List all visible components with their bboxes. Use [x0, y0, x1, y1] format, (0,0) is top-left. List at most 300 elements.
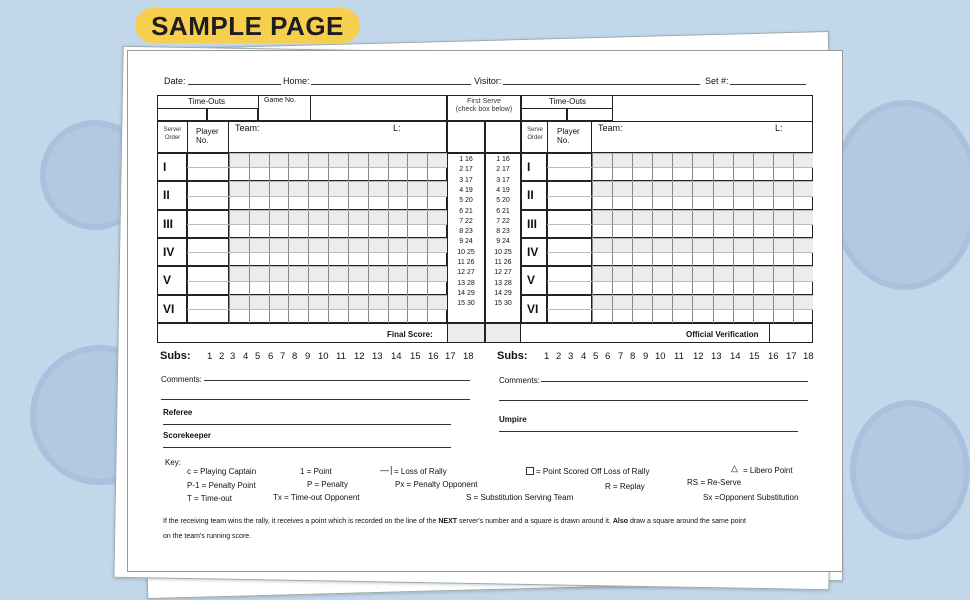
- score-cell[interactable]: [713, 210, 733, 224]
- timeout-box[interactable]: [207, 108, 258, 121]
- score-cell[interactable]: [388, 167, 408, 181]
- sub-number[interactable]: 4: [581, 351, 587, 362]
- score-cell[interactable]: [348, 210, 368, 224]
- sub-number[interactable]: 15: [410, 351, 421, 362]
- score-cell[interactable]: [308, 281, 328, 296]
- sub-number[interactable]: 14: [391, 351, 402, 362]
- score-cell[interactable]: [592, 224, 612, 238]
- running-score-number[interactable]: 13 28: [457, 279, 475, 287]
- score-cell[interactable]: [229, 181, 249, 196]
- score-cell[interactable]: [632, 238, 652, 252]
- score-cell[interactable]: [328, 281, 348, 296]
- sub-number[interactable]: 7: [618, 351, 624, 362]
- score-cell[interactable]: [773, 210, 793, 224]
- umpire-field[interactable]: [499, 431, 798, 432]
- score-cell[interactable]: [632, 266, 652, 281]
- score-cell[interactable]: [388, 266, 408, 281]
- score-cell[interactable]: [733, 295, 753, 309]
- scorekeeper-field[interactable]: [163, 447, 451, 448]
- score-cell[interactable]: [229, 167, 249, 181]
- running-score-number[interactable]: 11 26: [457, 259, 475, 266]
- sub-number[interactable]: 18: [803, 351, 814, 362]
- score-cell[interactable]: [612, 224, 632, 238]
- score-cell[interactable]: [249, 167, 269, 181]
- score-cell[interactable]: [793, 309, 813, 323]
- score-cell[interactable]: [229, 252, 249, 266]
- running-score-number[interactable]: 6 21: [459, 207, 473, 215]
- score-cell[interactable]: [269, 295, 289, 309]
- sub-number[interactable]: 12: [693, 351, 704, 362]
- score-cell[interactable]: [733, 224, 753, 238]
- score-cell[interactable]: [348, 309, 368, 323]
- score-cell[interactable]: [427, 224, 447, 238]
- score-cell[interactable]: [632, 167, 652, 181]
- score-cell[interactable]: [229, 153, 249, 167]
- score-cell[interactable]: [229, 295, 249, 309]
- score-cell[interactable]: [652, 153, 672, 167]
- score-cell[interactable]: [713, 295, 733, 309]
- score-cell[interactable]: [348, 224, 368, 238]
- running-score-number[interactable]: 1 16: [459, 156, 473, 163]
- score-cell[interactable]: [692, 153, 712, 167]
- score-cell[interactable]: [632, 252, 652, 266]
- score-cell[interactable]: [612, 196, 632, 211]
- score-cell[interactable]: [692, 238, 712, 252]
- score-cell[interactable]: [229, 196, 249, 211]
- score-cell[interactable]: [348, 196, 368, 211]
- score-cell[interactable]: [249, 309, 269, 323]
- timeout-box[interactable]: [521, 108, 567, 121]
- score-cell[interactable]: [672, 252, 692, 266]
- score-cell[interactable]: [348, 153, 368, 167]
- score-cell[interactable]: [753, 281, 773, 296]
- score-cell[interactable]: [388, 252, 408, 266]
- score-cell[interactable]: [672, 153, 692, 167]
- score-cell[interactable]: [692, 252, 712, 266]
- score-cell[interactable]: [308, 252, 328, 266]
- score-cell[interactable]: [269, 181, 289, 196]
- score-cell[interactable]: [269, 167, 289, 181]
- score-cell[interactable]: [388, 181, 408, 196]
- sub-number[interactable]: 8: [292, 351, 298, 362]
- left-comments-field-2[interactable]: [161, 399, 470, 400]
- score-cell[interactable]: [368, 196, 388, 211]
- score-cell[interactable]: [388, 238, 408, 252]
- score-cell[interactable]: [713, 224, 733, 238]
- score-cell[interactable]: [249, 238, 269, 252]
- sub-number[interactable]: 5: [593, 351, 599, 362]
- score-cell[interactable]: [773, 224, 793, 238]
- score-cell[interactable]: [288, 295, 308, 309]
- sub-number[interactable]: 6: [268, 351, 274, 362]
- score-cell[interactable]: [793, 181, 813, 196]
- score-cell[interactable]: [427, 266, 447, 281]
- score-cell[interactable]: [308, 210, 328, 224]
- score-cell[interactable]: [793, 266, 813, 281]
- score-cell[interactable]: [672, 196, 692, 211]
- score-cell[interactable]: [793, 252, 813, 266]
- score-cell[interactable]: [308, 224, 328, 238]
- score-cell[interactable]: [249, 153, 269, 167]
- score-cell[interactable]: [368, 181, 388, 196]
- running-score-number[interactable]: 1 16: [496, 156, 510, 163]
- score-cell[interactable]: [692, 196, 712, 211]
- score-cell[interactable]: [368, 210, 388, 224]
- score-cell[interactable]: [733, 167, 753, 181]
- score-cell[interactable]: [672, 266, 692, 281]
- score-cell[interactable]: [249, 252, 269, 266]
- score-cell[interactable]: [269, 210, 289, 224]
- score-cell[interactable]: [632, 224, 652, 238]
- score-cell[interactable]: [407, 238, 427, 252]
- score-cell[interactable]: [592, 252, 612, 266]
- score-cell[interactable]: [229, 309, 249, 323]
- score-cell[interactable]: [692, 266, 712, 281]
- score-cell[interactable]: [427, 181, 447, 196]
- score-cell[interactable]: [308, 266, 328, 281]
- sub-number[interactable]: 13: [711, 351, 722, 362]
- score-cell[interactable]: [692, 167, 712, 181]
- score-cell[interactable]: [652, 196, 672, 211]
- timeout-box[interactable]: [157, 108, 207, 121]
- score-cell[interactable]: [793, 210, 813, 224]
- running-score-number[interactable]: 12 27: [494, 269, 512, 277]
- score-cell[interactable]: [733, 181, 753, 196]
- score-cell[interactable]: [773, 295, 793, 309]
- score-cell[interactable]: [229, 266, 249, 281]
- sub-number[interactable]: 16: [428, 351, 439, 362]
- score-cell[interactable]: [368, 153, 388, 167]
- score-cell[interactable]: [773, 252, 793, 266]
- score-cell[interactable]: [713, 252, 733, 266]
- score-cell[interactable]: [632, 295, 652, 309]
- score-cell[interactable]: [692, 309, 712, 323]
- score-cell[interactable]: [592, 153, 612, 167]
- score-cell[interactable]: [348, 281, 368, 296]
- score-cell[interactable]: [733, 309, 753, 323]
- score-cell[interactable]: [288, 167, 308, 181]
- score-cell[interactable]: [652, 210, 672, 224]
- score-cell[interactable]: [652, 224, 672, 238]
- running-score-number[interactable]: 7 22: [459, 217, 473, 225]
- score-cell[interactable]: [672, 210, 692, 224]
- score-cell[interactable]: [249, 266, 269, 281]
- score-cell[interactable]: [368, 295, 388, 309]
- score-cell[interactable]: [288, 238, 308, 252]
- score-cell[interactable]: [652, 281, 672, 296]
- score-cell[interactable]: [269, 238, 289, 252]
- score-cell[interactable]: [407, 281, 427, 296]
- score-cell[interactable]: [368, 167, 388, 181]
- score-cell[interactable]: [328, 181, 348, 196]
- score-cell[interactable]: [612, 167, 632, 181]
- running-score-number[interactable]: 3 17: [459, 176, 473, 184]
- referee-field[interactable]: [163, 424, 451, 425]
- score-cell[interactable]: [672, 167, 692, 181]
- score-cell[interactable]: [308, 196, 328, 211]
- score-cell[interactable]: [773, 266, 793, 281]
- score-cell[interactable]: [632, 210, 652, 224]
- score-cell[interactable]: [773, 153, 793, 167]
- score-cell[interactable]: [713, 196, 733, 211]
- running-score-number[interactable]: 15 30: [494, 300, 512, 308]
- left-final-score[interactable]: [447, 323, 485, 343]
- score-cell[interactable]: [328, 309, 348, 323]
- score-cell[interactable]: [753, 196, 773, 211]
- score-cell[interactable]: [368, 238, 388, 252]
- sub-number[interactable]: 10: [655, 351, 666, 362]
- score-cell[interactable]: [288, 153, 308, 167]
- score-cell[interactable]: [592, 309, 612, 323]
- sub-number[interactable]: 12: [354, 351, 365, 362]
- score-cell[interactable]: [368, 281, 388, 296]
- score-cell[interactable]: [249, 210, 269, 224]
- score-cell[interactable]: [612, 295, 632, 309]
- score-cell[interactable]: [407, 295, 427, 309]
- sub-number[interactable]: 2: [556, 351, 562, 362]
- score-cell[interactable]: [427, 309, 447, 323]
- score-cell[interactable]: [652, 238, 672, 252]
- score-cell[interactable]: [328, 238, 348, 252]
- score-cell[interactable]: [753, 153, 773, 167]
- score-cell[interactable]: [733, 266, 753, 281]
- running-score-number[interactable]: 8 23: [496, 228, 510, 236]
- running-score-number[interactable]: 9 24: [459, 238, 473, 246]
- sub-number[interactable]: 17: [445, 351, 456, 362]
- score-cell[interactable]: [753, 181, 773, 196]
- score-cell[interactable]: [612, 210, 632, 224]
- score-cell[interactable]: [427, 295, 447, 309]
- sub-number[interactable]: 15: [749, 351, 760, 362]
- score-cell[interactable]: [612, 309, 632, 323]
- score-cell[interactable]: [328, 252, 348, 266]
- score-cell[interactable]: [407, 196, 427, 211]
- sub-number[interactable]: 2: [219, 351, 225, 362]
- score-cell[interactable]: [427, 281, 447, 296]
- score-cell[interactable]: [733, 238, 753, 252]
- score-cell[interactable]: [407, 153, 427, 167]
- score-cell[interactable]: [288, 252, 308, 266]
- score-cell[interactable]: [348, 266, 368, 281]
- running-score-number[interactable]: 5 20: [459, 197, 473, 205]
- right-final-score[interactable]: [485, 323, 521, 343]
- left-comments-field[interactable]: [204, 380, 470, 381]
- score-cell[interactable]: [652, 181, 672, 196]
- sub-number[interactable]: 13: [372, 351, 383, 362]
- score-cell[interactable]: [612, 238, 632, 252]
- sub-number[interactable]: 11: [336, 351, 346, 362]
- sub-number[interactable]: 1: [207, 351, 213, 362]
- score-cell[interactable]: [249, 281, 269, 296]
- score-cell[interactable]: [388, 224, 408, 238]
- score-cell[interactable]: [288, 210, 308, 224]
- sub-number[interactable]: 3: [568, 351, 574, 362]
- score-cell[interactable]: [388, 210, 408, 224]
- score-cell[interactable]: [773, 281, 793, 296]
- score-cell[interactable]: [269, 281, 289, 296]
- score-cell[interactable]: [288, 224, 308, 238]
- sub-number[interactable]: 8: [630, 351, 636, 362]
- sub-number[interactable]: 16: [768, 351, 779, 362]
- score-cell[interactable]: [692, 295, 712, 309]
- score-cell[interactable]: [427, 252, 447, 266]
- running-score-number[interactable]: 10 25: [457, 248, 475, 256]
- score-cell[interactable]: [652, 266, 672, 281]
- score-cell[interactable]: [753, 295, 773, 309]
- score-cell[interactable]: [713, 167, 733, 181]
- score-cell[interactable]: [348, 238, 368, 252]
- score-cell[interactable]: [592, 281, 612, 296]
- score-cell[interactable]: [269, 153, 289, 167]
- score-cell[interactable]: [793, 153, 813, 167]
- score-cell[interactable]: [348, 252, 368, 266]
- sub-number[interactable]: 6: [605, 351, 611, 362]
- score-cell[interactable]: [632, 281, 652, 296]
- score-cell[interactable]: [407, 210, 427, 224]
- score-cell[interactable]: [753, 309, 773, 323]
- score-cell[interactable]: [612, 153, 632, 167]
- score-cell[interactable]: [713, 281, 733, 296]
- right-comments-field-2[interactable]: [499, 400, 808, 401]
- score-cell[interactable]: [249, 224, 269, 238]
- game-no-box[interactable]: [258, 95, 311, 121]
- score-cell[interactable]: [672, 181, 692, 196]
- score-cell[interactable]: [773, 167, 793, 181]
- score-cell[interactable]: [308, 309, 328, 323]
- running-score-number[interactable]: 2 17: [459, 166, 473, 174]
- score-cell[interactable]: [427, 210, 447, 224]
- score-cell[interactable]: [753, 266, 773, 281]
- score-cell[interactable]: [753, 252, 773, 266]
- score-cell[interactable]: [427, 238, 447, 252]
- score-cell[interactable]: [592, 167, 612, 181]
- score-cell[interactable]: [773, 196, 793, 211]
- score-cell[interactable]: [269, 196, 289, 211]
- score-cell[interactable]: [427, 153, 447, 167]
- score-cell[interactable]: [793, 281, 813, 296]
- score-cell[interactable]: [793, 238, 813, 252]
- score-cell[interactable]: [692, 181, 712, 196]
- score-cell[interactable]: [308, 153, 328, 167]
- score-cell[interactable]: [652, 295, 672, 309]
- score-cell[interactable]: [288, 309, 308, 323]
- score-cell[interactable]: [368, 309, 388, 323]
- score-cell[interactable]: [308, 295, 328, 309]
- sub-number[interactable]: 9: [305, 351, 311, 362]
- score-cell[interactable]: [368, 224, 388, 238]
- score-cell[interactable]: [592, 210, 612, 224]
- date-field[interactable]: [188, 84, 281, 85]
- score-cell[interactable]: [308, 167, 328, 181]
- running-score-number[interactable]: 5 20: [496, 197, 510, 205]
- score-cell[interactable]: [773, 309, 793, 323]
- running-score-number[interactable]: 7 22: [496, 217, 510, 225]
- score-cell[interactable]: [388, 153, 408, 167]
- running-score-number[interactable]: 6 21: [496, 207, 510, 215]
- sub-number[interactable]: 18: [463, 351, 474, 362]
- score-cell[interactable]: [592, 266, 612, 281]
- score-cell[interactable]: [308, 238, 328, 252]
- score-cell[interactable]: [672, 238, 692, 252]
- score-cell[interactable]: [348, 295, 368, 309]
- score-cell[interactable]: [692, 210, 712, 224]
- score-cell[interactable]: [269, 309, 289, 323]
- score-cell[interactable]: [753, 210, 773, 224]
- score-cell[interactable]: [407, 167, 427, 181]
- running-score-number[interactable]: 11 26: [494, 259, 512, 266]
- running-score-number[interactable]: 15 30: [457, 300, 475, 308]
- score-cell[interactable]: [713, 238, 733, 252]
- score-cell[interactable]: [348, 167, 368, 181]
- score-cell[interactable]: [328, 210, 348, 224]
- running-score-number[interactable]: 4 19: [496, 186, 510, 194]
- score-cell[interactable]: [288, 281, 308, 296]
- score-cell[interactable]: [652, 167, 672, 181]
- score-cell[interactable]: [229, 224, 249, 238]
- score-cell[interactable]: [612, 266, 632, 281]
- score-cell[interactable]: [328, 153, 348, 167]
- score-cell[interactable]: [652, 252, 672, 266]
- first-serve-check[interactable]: [447, 121, 485, 153]
- score-cell[interactable]: [388, 295, 408, 309]
- set-field[interactable]: [730, 84, 806, 85]
- score-cell[interactable]: [672, 295, 692, 309]
- score-cell[interactable]: [229, 281, 249, 296]
- sub-number[interactable]: 10: [318, 351, 329, 362]
- first-serve-check[interactable]: [485, 121, 521, 153]
- sub-number[interactable]: 9: [643, 351, 649, 362]
- score-cell[interactable]: [733, 153, 753, 167]
- score-cell[interactable]: [249, 181, 269, 196]
- timeout-box[interactable]: [567, 108, 613, 121]
- sub-number[interactable]: 14: [730, 351, 741, 362]
- score-cell[interactable]: [328, 196, 348, 211]
- score-cell[interactable]: [713, 266, 733, 281]
- score-cell[interactable]: [753, 238, 773, 252]
- score-cell[interactable]: [368, 266, 388, 281]
- score-cell[interactable]: [753, 167, 773, 181]
- score-cell[interactable]: [713, 181, 733, 196]
- score-cell[interactable]: [288, 181, 308, 196]
- score-cell[interactable]: [733, 281, 753, 296]
- score-cell[interactable]: [348, 181, 368, 196]
- score-cell[interactable]: [773, 238, 793, 252]
- score-cell[interactable]: [733, 210, 753, 224]
- running-score-number[interactable]: 2 17: [496, 166, 510, 174]
- score-cell[interactable]: [753, 224, 773, 238]
- score-cell[interactable]: [269, 266, 289, 281]
- score-cell[interactable]: [328, 266, 348, 281]
- running-score-number[interactable]: 10 25: [494, 248, 512, 256]
- right-comments-field[interactable]: [541, 381, 808, 382]
- running-score-number[interactable]: 13 28: [494, 279, 512, 287]
- score-cell[interactable]: [269, 252, 289, 266]
- sub-number[interactable]: 11: [674, 351, 684, 362]
- score-cell[interactable]: [632, 309, 652, 323]
- running-score-number[interactable]: 4 19: [459, 186, 473, 194]
- running-score-number[interactable]: 14 29: [494, 289, 512, 297]
- score-cell[interactable]: [407, 309, 427, 323]
- score-cell[interactable]: [407, 181, 427, 196]
- score-cell[interactable]: [229, 210, 249, 224]
- score-cell[interactable]: [612, 252, 632, 266]
- score-cell[interactable]: [388, 196, 408, 211]
- score-cell[interactable]: [632, 153, 652, 167]
- score-cell[interactable]: [793, 196, 813, 211]
- score-cell[interactable]: [793, 295, 813, 309]
- score-cell[interactable]: [308, 181, 328, 196]
- score-cell[interactable]: [612, 181, 632, 196]
